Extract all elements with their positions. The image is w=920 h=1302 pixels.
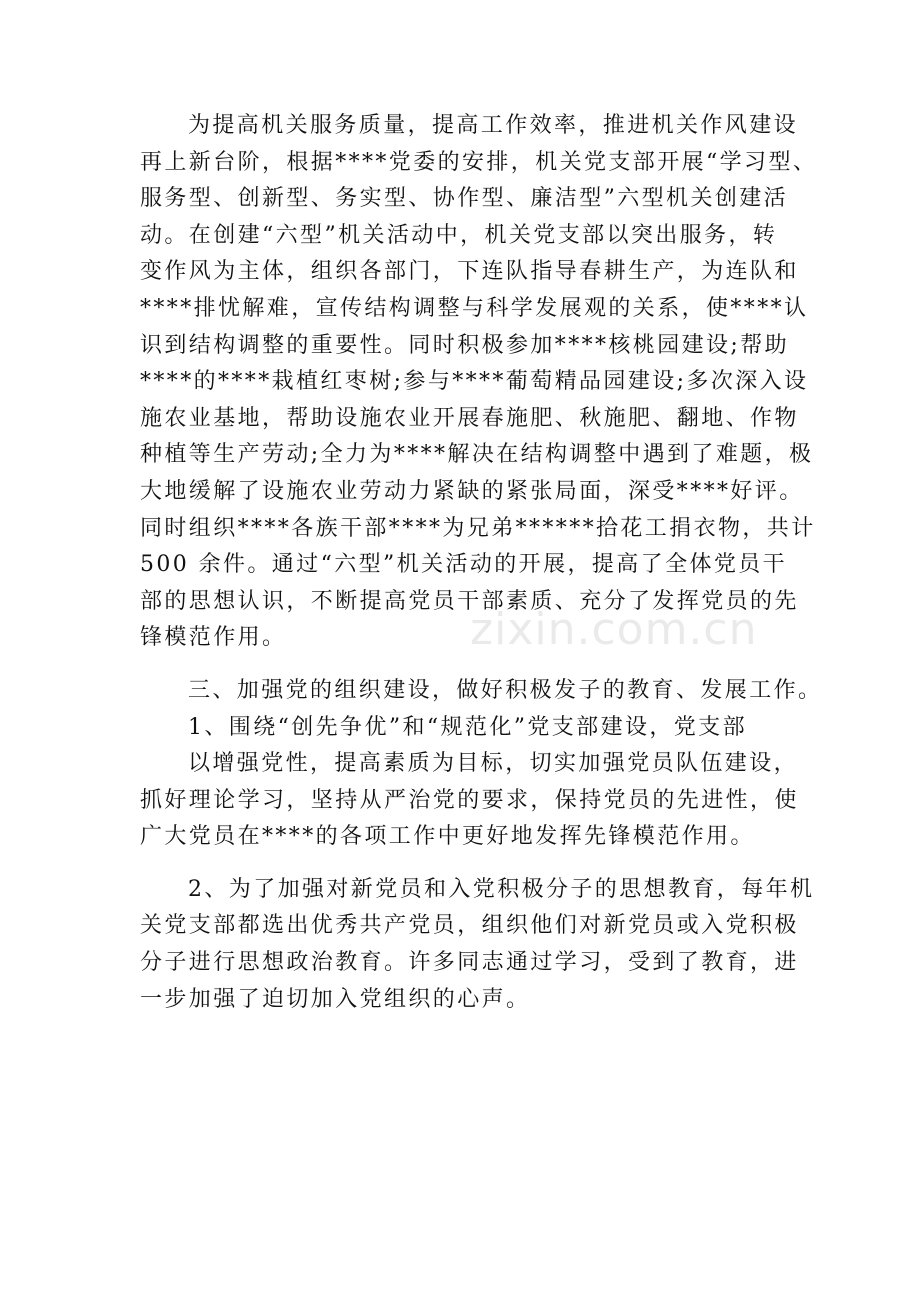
text-line: 广大党员在****的各项工作中更好地发挥先锋模范作用。 (140, 824, 755, 850)
text-line: 抓好理论学习，坚持从严治党的要求，保持党员的先进性，使 (140, 787, 799, 813)
document-body (140, 108, 823, 1018)
text-line: 部的思想认识，不断提高党员干部素质、充分了发挥党员的先 (140, 588, 799, 614)
text-line: 种植等生产劳动;全力为****解决在结构调整中遇到了难题，极 (140, 442, 814, 468)
text-line: ****排忧解难，宣传结构调整与科学发展观的关系，使****认 (140, 295, 809, 321)
text-line: 变作风为主体，组织各部门，下连队指导春耕生产，为连队和 (140, 259, 799, 285)
text-line: 为提高机关服务质量，提高工作效率，推进机关作风建设 (188, 113, 799, 138)
text-line: 一步加强了迫切加入党组织的心声。 (140, 986, 531, 1012)
watermark: zixin.com.cn (470, 604, 758, 655)
text-line: 动。在创建“六型”机关活动中，机关党支部以突出服务，转 (140, 222, 778, 248)
text-line: 施农业基地，帮助设施农业开展春施肥、秋施肥、翻地、作物 (140, 405, 799, 431)
text-line: ****的****栽植红枣树;参与****葡萄精品园建设;多次深入设 (140, 369, 809, 395)
text-line: 关党支部都选出优秀共产党员，组织他们对新党员或入党积极 (140, 913, 799, 939)
text-line: 以增强党性，提高素质为目标，切实加强党员队伍建设， (188, 751, 799, 777)
list-item-heading: 2、为了加强对新党员和入党积极分子的思想教育，每年机 (188, 876, 815, 902)
text-line: 再上新台阶，根据****党委的安排，机关党支部开展“学习型、 (140, 149, 818, 175)
section-heading: 三、加强党的组织建设，做好积极发子的教育、发展工作。 (188, 677, 823, 703)
text-line: 分子进行思想政治教育。许多同志通过学习，受到了教育，进 (140, 950, 799, 976)
list-item-heading: 1、围绕“创先争优”和“规范化”党支部建设，党支部 (188, 714, 747, 740)
text-line: 锋模范作用。 (140, 625, 287, 651)
text-line: 同时组织****各族干部****为兄弟******拾花工捐衣物，共计 (140, 515, 816, 541)
text-line: 500 余件。通过“六型”机关活动的开展，提高了全体党员干 (140, 552, 788, 578)
text-line: 服务型、创新型、务实型、协作型、廉洁型”六型机关创建活 (140, 186, 789, 212)
text-line: 大地缓解了设施农业劳动力紧缺的紧张局面，深受****好评。 (140, 478, 804, 504)
text-line: 识到结构调整的重要性。同时积极参加****核桃园建设;帮助 (140, 332, 790, 358)
